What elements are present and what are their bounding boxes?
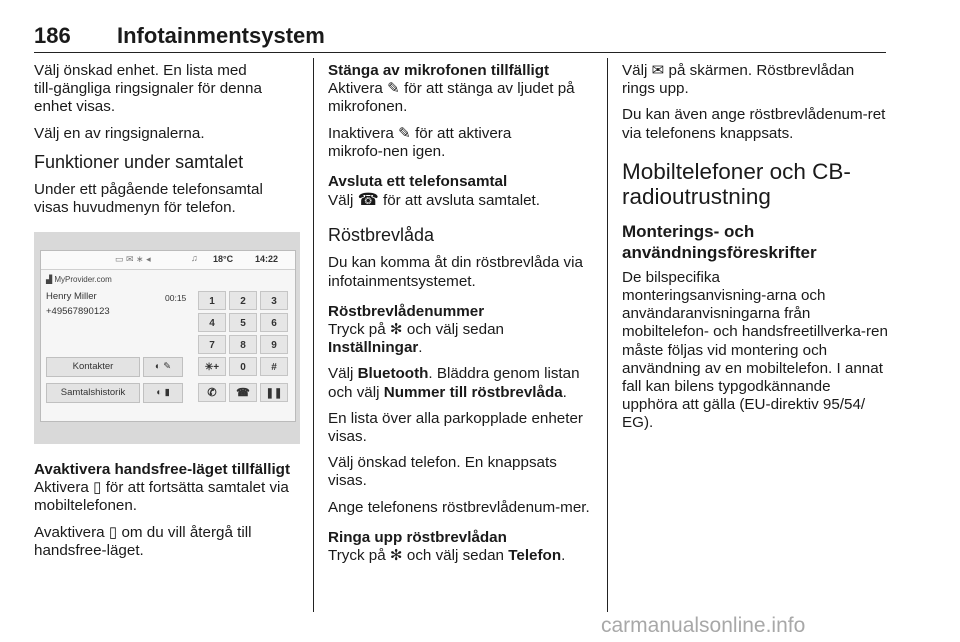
settings-icon: ✻ bbox=[389, 321, 403, 339]
page-header bbox=[34, 22, 886, 50]
section-heading: Röstbrevlåda bbox=[328, 225, 435, 246]
handset-speaker-icon: ▯ bbox=[108, 523, 118, 541]
provider-label: ▟ MyProvider.com bbox=[46, 275, 112, 284]
keypad-key[interactable]: 3 bbox=[260, 291, 288, 310]
paragraph: De bilspecifika monteringsanvisning‑arna och användaranvisningarna från mobiltelefon- och handsfreetillverka‑ren måste följas vid montering och användning av en mobiltelefon. I annat fall kan bilens typgodkännande upphöra att gälla (EU-direktiv 95/54/ EG). bbox=[622, 268, 888, 432]
subheading: Avsluta ett telefonsamtal bbox=[328, 173, 508, 191]
paragraph: Ange telefonens röstbrevlådenum‑mer. bbox=[328, 498, 590, 516]
status-bar bbox=[41, 251, 295, 270]
paragraph: Välj önskad telefon. En knappsats visas. bbox=[328, 454, 557, 490]
subheading: Stänga av mikrofonen tillfälligt bbox=[328, 62, 550, 79]
chapter-heading: Mobiltelefoner och CB-radioutrustning bbox=[622, 158, 851, 209]
paragraph: Du kan komma åt din röstbrevlåda via infotainmentsystemet. bbox=[328, 254, 583, 290]
pause-icon: ❚❚ bbox=[265, 388, 283, 399]
keypad-key[interactable]: 2 bbox=[229, 291, 257, 310]
page-number: 186 bbox=[34, 23, 71, 48]
keypad-key[interactable]: 4 bbox=[198, 313, 226, 332]
keypad-key[interactable]: ✳+ bbox=[198, 357, 226, 376]
page-title: Infotainmentsystem bbox=[117, 23, 325, 48]
end-call-button[interactable] bbox=[229, 383, 257, 402]
subheading: Röstbrevlådenummer bbox=[328, 302, 485, 320]
header-rule bbox=[34, 52, 886, 53]
section-heading: Funktioner under samtalet bbox=[34, 151, 244, 172]
keypad-key[interactable]: 9 bbox=[260, 335, 288, 354]
call-button[interactable] bbox=[198, 383, 226, 402]
handsfree-button[interactable] bbox=[143, 383, 183, 403]
signal-icon: ▟ bbox=[46, 275, 53, 284]
voicemail-icon: ✉ bbox=[651, 62, 665, 79]
column-3: Välj ✉ på skärmen. Röstbrevlådan rings upp. Du kan även ange röstbrevlådenum‑ret via telefonens knappsats. Mobiltelefoner och CB-radioutrustning Monterings- och användningsföreskrifter De bilspecifika monteringsanvisning‑arna och användaranvisningarna från mobiltelefon- och handsfreetillverka‑ren måste följas vid montering och användning av en mobiltelefon. I annat fall kan bilens typgodkännande upphöra att gälla (EU-direktiv 95/54/ EG). bbox=[622, 62, 888, 432]
paragraph: Du kan även ange röstbrevlådenum‑ret via telefonens knappsats. bbox=[622, 106, 886, 142]
column-2: Stänga av mikrofonen tillfälligt Aktivera ✎ för att stänga av ljudet på mikrofonen. Inaktivera ✎ för att aktivera mikrofo‑nen igen. Avsluta ett telefonsamtal Välj ☎ för att avsluta samtalet. Röstbrevlåda Du kan komma åt din röstbrevlåda via infotainmentsystemet. Röstbrevlådenummer Tryck på ✻ och välj sedan Inställningar. Välj Bluetooth. Bläddra genom listan och välj Nummer till röstbrevlåda. En lista över alla parkopplade enheter visas. Välj önskad telefon. En knappsats visas. Ange telefonens röstbrevlådenum‑mer. Ringa upp röstbrevlådan Tryck på ✻ och välj sedan Telefon. bbox=[328, 62, 593, 573]
keypad-key[interactable]: 0 bbox=[229, 357, 257, 376]
subheading: Avaktivera handsfree-läget tillfälligt bbox=[34, 461, 291, 478]
status-icons: ▭ ✉ ∗ ◂ bbox=[115, 254, 151, 264]
keypad-key[interactable]: 7 bbox=[198, 335, 226, 354]
phone-icon: ✆ bbox=[207, 387, 217, 399]
handset-speaker-icon: ▯ bbox=[93, 479, 102, 497]
microphone-icon: ◐ ✎ bbox=[154, 361, 172, 372]
hang-up-icon: ☎ bbox=[357, 190, 379, 210]
keypad-key[interactable]: 5 bbox=[229, 313, 257, 332]
temperature: 18°C bbox=[213, 254, 234, 264]
keypad-key[interactable]: 8 bbox=[229, 335, 257, 354]
mute-mic-button[interactable] bbox=[143, 357, 183, 377]
call-history-button[interactable]: Samtalshistorik bbox=[46, 383, 140, 403]
phone-main-menu bbox=[40, 250, 296, 422]
paragraph: En lista över alla parkopplade enheter visas. bbox=[328, 409, 583, 446]
pause-button[interactable] bbox=[260, 383, 288, 402]
settings-icon: ✻ bbox=[389, 547, 403, 565]
column-1-lower: Avaktivera handsfree-läget tillfälligt Aktivera ▯ för att fortsätta samtalet via mobiltelefonen. Avaktivera ▯ om du vill återgå till handsfree-läget. bbox=[34, 461, 300, 568]
paragraph: Välj önskad enhet. En lista med till‑gängliga ringsignaler för denna enhet visas. bbox=[34, 62, 262, 116]
contacts-button[interactable]: Kontakter bbox=[46, 357, 140, 377]
caller-name: Henry Miller bbox=[46, 291, 97, 302]
clock: 14:22 bbox=[255, 254, 279, 264]
paragraph: Välj en av ringsignalerna. bbox=[34, 124, 205, 142]
call-duration: 00:15 bbox=[165, 293, 187, 303]
keypad-key[interactable]: 6 bbox=[260, 313, 288, 332]
keypad-key[interactable]: 1 bbox=[198, 291, 226, 310]
music-icon: ♫ bbox=[191, 253, 198, 263]
hang-up-icon: ☎ bbox=[236, 387, 250, 399]
paragraph: Under ett pågående telefonsamtal visas huvudmenyn för telefon. bbox=[34, 180, 263, 217]
caller-number: +49567890123 bbox=[46, 306, 110, 317]
microphone-off-icon: ✎ bbox=[398, 124, 411, 142]
handset-speaker-icon: ◐ ▮ bbox=[156, 387, 170, 398]
column-divider bbox=[313, 58, 314, 612]
subheading: Monterings- och användningsföreskrifter bbox=[622, 221, 817, 262]
column-1 bbox=[34, 62, 300, 225]
subheading: Ringa upp röstbrevlådan bbox=[328, 528, 507, 546]
column-divider bbox=[607, 58, 608, 612]
keypad-key[interactable]: # bbox=[260, 357, 288, 376]
phone-screen-image bbox=[34, 232, 300, 444]
watermark: carmanualsonline.info bbox=[601, 614, 806, 637]
microphone-off-icon: ✎ bbox=[387, 80, 400, 98]
